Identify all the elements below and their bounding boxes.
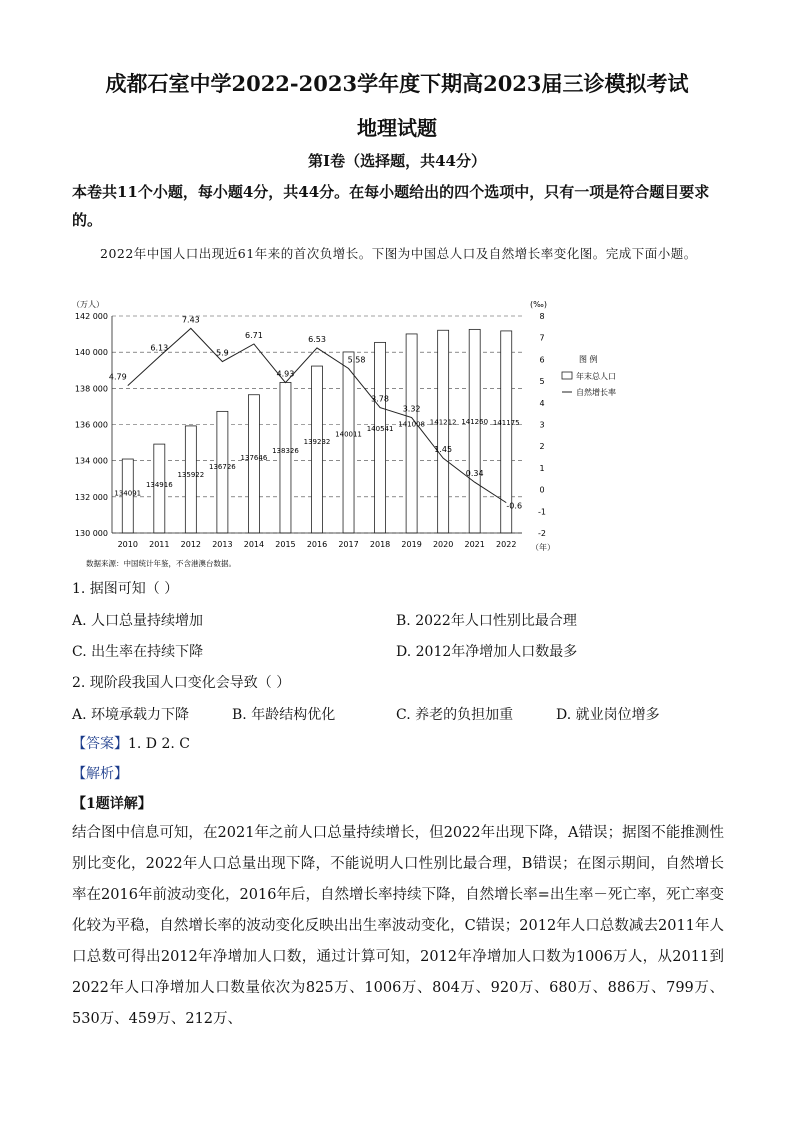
left-tick-label: 142 000 xyxy=(74,312,108,321)
left-tick-label: 132 000 xyxy=(74,492,108,502)
growth-value-label: 4.93 xyxy=(276,369,295,379)
left-axis-unit: （万人） xyxy=(72,300,104,309)
bar-value-label: 135922 xyxy=(177,471,205,480)
answer-label: 【答案】 xyxy=(72,736,128,752)
left-tick-label: 136 000 xyxy=(74,420,108,430)
q2-option-c[interactable]: C. 养老的负担加重 xyxy=(396,707,514,723)
bar-value-label: 138326 xyxy=(272,447,299,456)
bar-2013 xyxy=(217,411,228,533)
detail-label: 【1题详解】 xyxy=(72,796,152,812)
q1-option-c[interactable]: C. 出生率在持续下降 xyxy=(72,644,204,660)
left-tick-label: 134 000 xyxy=(74,456,108,466)
x-tick-label: 2018 xyxy=(369,540,391,549)
bar-value-label: 141260 xyxy=(461,418,489,427)
chart-legend xyxy=(562,354,616,397)
growth-value-label: 7.43 xyxy=(181,315,200,325)
right-tick-label: 5 xyxy=(539,377,545,387)
growth-value-label: 3.78 xyxy=(371,394,389,404)
x-tick-label: 2020 xyxy=(432,540,454,549)
x-tick-label: 2013 xyxy=(212,540,233,549)
right-tick-label: 0 xyxy=(539,485,545,495)
q1-option-a[interactable]: A. 人口总量持续增加 xyxy=(72,613,204,629)
growth-value-label: -0.6 xyxy=(506,501,523,511)
q2-option-a[interactable]: A. 环境承载力下降 xyxy=(72,707,190,723)
part-title: 第Ⅰ卷（选择题，共44分） xyxy=(308,152,486,170)
x-tick-label: 2012 xyxy=(180,540,202,549)
growth-value-label: 3.32 xyxy=(402,404,421,414)
bar-value-label: 141008 xyxy=(398,420,425,429)
right-axis-unit: (‰) xyxy=(530,300,547,309)
bar-value-label: 134091 xyxy=(114,489,142,498)
bar-2015 xyxy=(280,382,291,533)
growth-value-label: 5.9 xyxy=(216,348,229,358)
bar-2016 xyxy=(312,366,323,533)
exam-title: 成都石室中学2022-2023学年度下期高2023届三诊模拟考试 xyxy=(105,71,689,96)
chart-svg xyxy=(60,296,660,576)
bar-2017 xyxy=(343,352,354,533)
question-1-stem: 1. 据图可知（ ） xyxy=(72,581,179,597)
legend-bar-label: 年末总人口 xyxy=(576,372,616,381)
left-tick-label: 140 000 xyxy=(74,348,108,358)
analysis-label: 【解析】 xyxy=(72,766,128,782)
bar-2014 xyxy=(248,395,259,533)
right-tick-label: 2 xyxy=(539,442,545,452)
answer-line xyxy=(72,733,190,753)
detail-text: 结合图中信息可知，在2021年之前人口总量持续增长，但2022年出现下降，A错误；据图不能推测性别比变化，2022年人口总量出现下降，不能说明人口性别比最合理，B错误；在图示期间，自然增长率在2016年前波动变化，2016年后，自然增长率持续下降，自然增长率=出生率－死亡率，死亡率变化较为平稳，自然增长率的波动变化反映出出生率波动变化，C错误；2012年人口总数减去2011年人口总数可得出2012年净增加人口数，通过计算可知，2012年净增加人口数为1006万人，从2011到2022年人口净增加人口数量依次为825万、1006万、804万、920万、680万、886万、799万、530万、459万、212万、 xyxy=(72,825,724,1027)
section-instructions: 本卷共11个小题，每小题4分，共44分。在每小题给出的四个选项中，只有一项是符合题目要求的。 xyxy=(72,183,710,229)
right-tick-label: -2 xyxy=(538,529,546,538)
legend-title: 图 例 xyxy=(579,355,598,364)
q1-option-b[interactable]: B. 2022年人口性别比最合理 xyxy=(396,613,577,629)
question-2-stem: 2. 现阶段我国人口变化会导致（ ） xyxy=(72,675,291,691)
question-stem: 2022年中国人口出现近61年来的首次负增长。下图为中国总人口及自然增长率变化图。完成下面小题。 xyxy=(100,246,697,261)
left-tick-label: 130 000 xyxy=(74,529,108,538)
right-tick-label: 1 xyxy=(539,463,545,473)
bar-2019 xyxy=(406,334,417,533)
growth-value-label: 6.71 xyxy=(245,330,263,340)
bar-value-label: 141212 xyxy=(429,418,457,427)
x-tick-label: 2011 xyxy=(149,540,170,549)
q2-option-d[interactable]: D. 就业岗位增多 xyxy=(556,707,660,723)
bar-value-label: 139232 xyxy=(303,438,331,447)
bar-value-label: 137646 xyxy=(240,453,268,462)
right-tick-label: 4 xyxy=(539,398,545,408)
population-chart xyxy=(60,296,660,576)
left-tick-label: 138 000 xyxy=(74,384,108,394)
q1-option-d[interactable]: D. 2012年净增加人口数最多 xyxy=(396,644,578,660)
growth-value-label: 5.58 xyxy=(347,355,366,365)
growth-value-label: 1.45 xyxy=(434,445,453,455)
x-tick-label: 2017 xyxy=(338,540,359,549)
x-tick-label: 2019 xyxy=(401,540,422,549)
bar-2021 xyxy=(469,329,480,533)
chart-source: 数据来源：中国统计年鉴，不含港澳台数据。 xyxy=(86,559,236,568)
right-tick-label: 7 xyxy=(539,333,545,343)
bar-2020 xyxy=(438,330,449,533)
x-tick-label: 2015 xyxy=(275,540,296,549)
subject-title: 地理试题 xyxy=(357,116,437,140)
right-tick-label: 6 xyxy=(539,355,545,365)
chart-bars xyxy=(114,329,519,533)
growth-value-label: 6.13 xyxy=(150,343,169,353)
bar-value-label: 134916 xyxy=(145,481,173,490)
bar-value-label: 140011 xyxy=(335,430,362,439)
x-tick-label: 2014 xyxy=(243,540,265,549)
right-tick-label: 8 xyxy=(539,312,545,321)
x-tick-label: 2021 xyxy=(464,540,485,549)
x-tick-label: 2022 xyxy=(496,540,517,549)
legend-line-label: 自然增长率 xyxy=(576,388,616,397)
bar-2018 xyxy=(375,342,386,533)
q2-option-b[interactable]: B. 年龄结构优化 xyxy=(232,707,336,723)
legend-bar-swatch xyxy=(562,372,572,379)
bar-value-label: 140541 xyxy=(366,425,394,434)
growth-value-label: 0.34 xyxy=(465,469,484,479)
x-axis-unit: （年） xyxy=(531,543,555,552)
right-tick-label: 3 xyxy=(539,420,545,430)
x-tick-label: 2016 xyxy=(306,540,328,549)
bar-value-label: 141175 xyxy=(492,418,520,427)
right-tick-label: -1 xyxy=(538,507,546,517)
x-tick-label: 2010 xyxy=(117,540,138,549)
answer-value: 1. D 2. C xyxy=(128,736,191,752)
bar-2012 xyxy=(185,426,196,533)
growth-value-label: 6.53 xyxy=(308,334,326,344)
bar-value-label: 136726 xyxy=(209,463,236,472)
growth-value-label: 4.79 xyxy=(108,372,127,382)
